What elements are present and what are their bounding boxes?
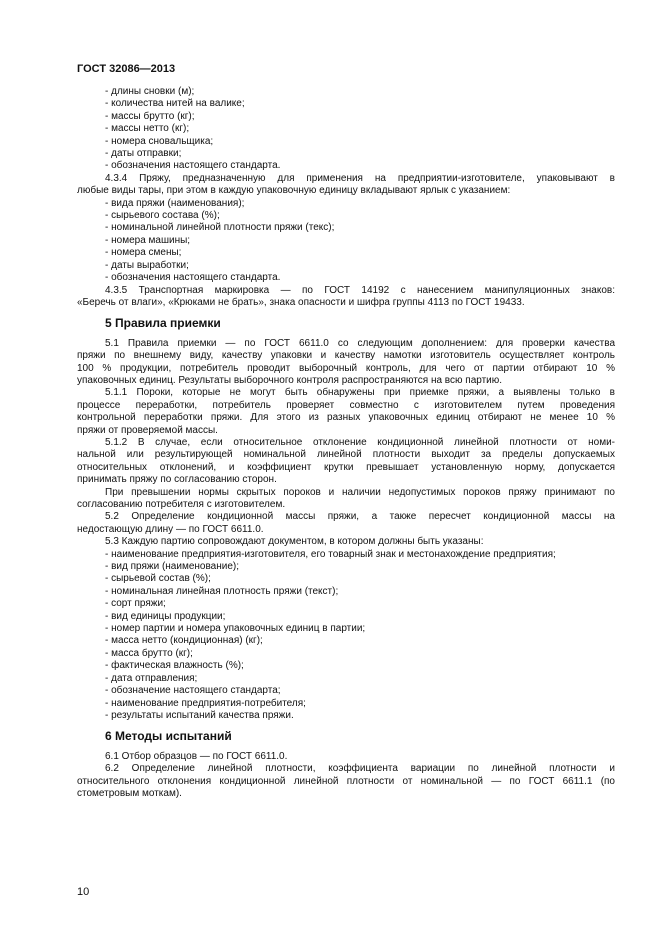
list-item: - номера смены; — [105, 247, 182, 259]
text-line: пряжи по внешнему виду, качеству упаковки и качеству намотки изготовитель осуществляет контроль — [77, 350, 615, 362]
paragraph-5-3: 5.3 Каждую партию сопровождают документом, в котором должны быть указаны: — [105, 536, 484, 548]
list-item: - вид пряжи (наименование); — [105, 561, 240, 573]
paragraph-5-2 — [77, 511, 615, 536]
text-line: упаковочных единиц. Результаты выборочного контроля распространяются на всю партию. — [77, 374, 503, 386]
list-item: - наименование предприятия-изготовителя, его товарный знак и местонахождение предприятия; — [105, 548, 556, 560]
text-line: пряжи от проверяемой массы. — [77, 424, 218, 436]
text-line: контрольной переработки пряжи. Для этого из разных упаковочных единиц отбирают не менее 10 % — [77, 412, 615, 424]
list-label-contents — [77, 198, 615, 285]
text-line: согласованию потребителя с изготовителем. — [77, 499, 286, 510]
page-number: 10 — [77, 886, 90, 898]
list-item: - обозначения настоящего стандарта. — [105, 272, 281, 284]
list-item: - масса нетто (кондиционная) (кг); — [105, 635, 263, 647]
text-line: При превышении нормы скрытых пороков и наличии недопустимых пороков пряжу принимают по — [105, 486, 615, 498]
list-item: - массы брутто (кг); — [105, 110, 195, 122]
paragraph-6-1: 6.1 Отбор образцов — по ГОСТ 6611.0. — [105, 750, 288, 762]
list-item: - вид единицы продукции; — [105, 610, 226, 622]
text-line: 100 % продукции, потребитель проводит выборочный контроль, для чего от партии отбирают 10 % — [77, 362, 615, 374]
text-line: стометровым моткам). — [77, 787, 182, 799]
text-line: относительного отклонения кондиционной линейной плотности от номинальной — по ГОСТ 6611.1 (по — [77, 775, 615, 787]
text-line: любые виды тары, при этом в каждую упаковочную единицу вкладывают ярлык с указанием: — [77, 185, 511, 197]
list-item: - наименование предприятия-потребителя; — [105, 697, 306, 709]
list-item: - вида пряжи (наименования); — [105, 197, 245, 209]
paragraph-6-2 — [77, 763, 615, 800]
list-item: - номера сновальщика; — [105, 135, 214, 147]
text-line: 5.1.2 В случае, если относительное отклонение кондиционной линейной плотности от номи- — [105, 436, 615, 448]
paragraph-5-1-2 — [77, 437, 615, 487]
list-item: - количества нитей на валике; — [105, 98, 245, 110]
list-item: - номинальная линейная плотность пряжи (текст); — [105, 585, 339, 597]
text-line: 5.2 Определение кондиционной массы пряжи, а также пересчет кондиционной массы на — [105, 511, 615, 523]
list-item: - сырьевой состав (%); — [105, 573, 211, 585]
paragraph-5-1 — [77, 338, 615, 388]
text-line: 6.2 Определение линейной плотности, коэффициента вариации по линейной плотности и — [105, 763, 615, 775]
list-item: - обозначения настоящего стандарта. — [105, 160, 281, 172]
list-item: - обозначение настоящего стандарта; — [105, 685, 281, 697]
list-item: - сырьевого состава (%); — [105, 210, 220, 222]
list-document-contents — [77, 549, 615, 723]
list-item: - даты отправки; — [105, 148, 182, 160]
text-line: 5.1.1 Пороки, которые не могут быть обнаружены при приемке пряжи, а выявлены только в — [105, 387, 615, 399]
list-item: - даты выработки; — [105, 259, 189, 271]
paragraph-5-1-1 — [77, 387, 615, 437]
list-item: - масса брутто (кг); — [105, 647, 193, 659]
text-line: относительных отклонений, и коэффициент крутки превышает установленную норму, допускается — [77, 461, 615, 473]
text-line: нальной или результирующей номинальной линейной плотности выходит за пределы допускаемых — [77, 449, 615, 461]
text-line: 5.1 Правила приемки — по ГОСТ 6611.0 со следующим дополнением: для проверки качества — [105, 337, 615, 349]
list-item: - номинальной линейной плотности пряжи (текс); — [105, 222, 335, 234]
list-item: - номер партии и номера упаковочных единиц в партии; — [105, 623, 366, 635]
paragraph-4-3-4 — [77, 173, 615, 198]
list-item: - дата отправления; — [105, 672, 198, 684]
list-item: - длины сновки (м); — [105, 86, 195, 97]
text-line: недостающую длину — по ГОСТ 6611.0. — [77, 523, 264, 535]
section-5-title: 5 Правила приемки — [105, 316, 221, 331]
list-item: - фактическая влажность (%); — [105, 660, 244, 672]
list-shipping-marking — [77, 86, 615, 173]
list-item: - сорт пряжи; — [105, 598, 166, 610]
list-item: - результаты испытаний качества пряжи. — [105, 709, 294, 721]
text-line: процессе переработки, потребитель проверяет совместно с изготовителем путем проведения — [77, 399, 615, 411]
list-item: - массы нетто (кг); — [105, 123, 190, 135]
text-line: 4.3.4 Пряжу, предназначенную для применения на предприятии-изготовителе, упаковывают в — [105, 172, 615, 184]
document-body — [77, 86, 615, 800]
text-line: принимать пряжу по согласованию сторон. — [77, 474, 277, 486]
text-line: «Беречь от влаги», «Крюками не брать», знака опасности и шифра группы 4113 по ГОСТ 19433. — [77, 296, 525, 308]
paragraph-4-3-5 — [77, 285, 615, 310]
list-item: - номера машины; — [105, 234, 191, 246]
paragraph-5-1-2-b — [77, 487, 615, 512]
section-6-title: 6 Методы испытаний — [105, 729, 232, 744]
text-line: 4.3.5 Транспортная маркировка — по ГОСТ 14192 с нанесением манипуляционных знаков: — [105, 284, 615, 296]
document-header: ГОСТ 32086—2013 — [77, 63, 176, 75]
